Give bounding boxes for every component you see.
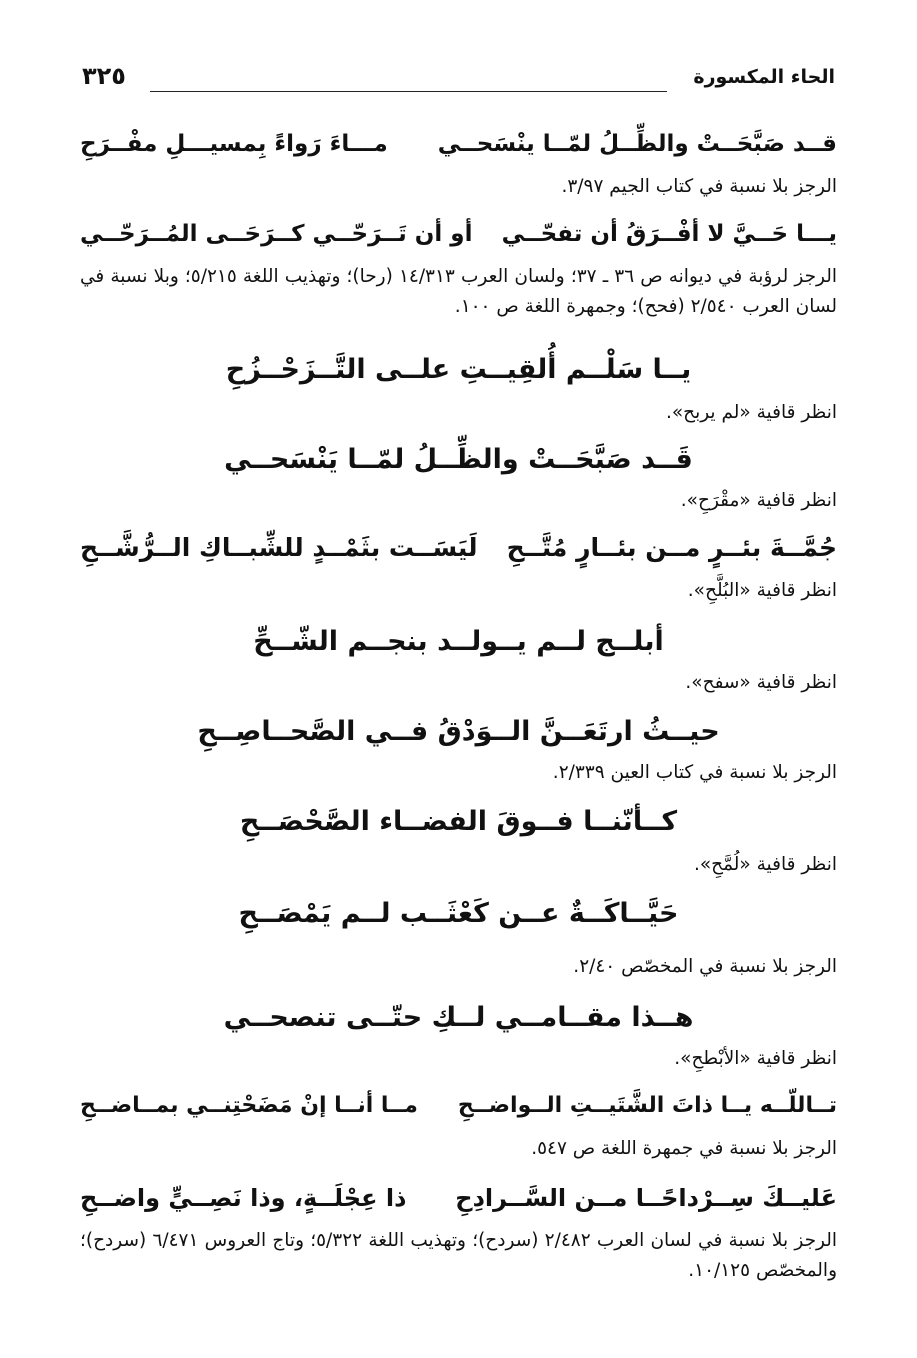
verse-second-hemistich: ذا عِجْلَــةٍ، وذا نَصِــيٍّ واضــحِ	[80, 1184, 407, 1212]
cross-reference-note: انظر قافية «لُمَّحِ».	[693, 854, 837, 875]
cross-reference-note: انظر قافية «مقْرَحِ».	[680, 490, 837, 511]
cross-reference-note: انظر قافية «لم يربح».	[665, 402, 837, 423]
verse-line	[80, 528, 837, 568]
cross-reference-note: انظر قافية «البُلَّحِ».	[687, 580, 837, 601]
source-note: الرجز بلا نسبة في جمهرة اللغة ص ٥٤٧.	[531, 1138, 837, 1159]
verse-first-hemistich: يـــا حَــيَّ لا أفْــرَقُ أن تفحّــي	[501, 221, 837, 247]
single-verse: أبلــج لــم يــولــد بنجــم الشّــحِّ	[253, 626, 664, 657]
cross-reference-note: انظر قافية «سفح».	[685, 672, 837, 693]
verse-first-hemistich: عَليــكَ سِــرْداحًــا مــن السَّــرادِحِ	[455, 1184, 837, 1212]
single-verse: حَيَّــاكَــةٌ عــن كَعْثَــب لــم يَمْصَــحِ	[238, 898, 679, 929]
verse-second-hemistich: أو أن تَــرَحّــي كــرَحَــى المُــرَحّــي	[80, 221, 473, 247]
source-note: الرجز بلا نسبة في لسان العرب ٢/٤٨٢ (سردح)؛ وتهذيب اللغة ٥/٣٢٢؛ وتاج العروس ٦/٤٧١ (سردح)؛ والمخصّص ١٠/١٢٥.	[80, 1230, 837, 1281]
verse-line	[80, 214, 837, 254]
source-note: الرجز بلا نسبة في كتاب الجيم ٣/٩٧.	[561, 176, 837, 197]
page-number: ٣٢٥	[82, 62, 126, 90]
verse-first-hemistich: جُمَّــةَ بئــرٍ مــن بئــارٍ مُتَّــحِ	[506, 533, 837, 562]
verse-line	[80, 1178, 837, 1218]
verse-second-hemistich: لَيَسَــت بثَمْــدٍ للشِّبــاكِ الــرُّشَّــحِ	[80, 533, 478, 562]
single-verse: هــذا مقــامــي لــكِ حتّــى تنصحــي	[223, 1002, 694, 1033]
source-note: الرجز بلا نسبة في المخصّص ٢/٤٠.	[573, 956, 837, 977]
single-verse: كــأنّنــا فــوقَ الفضــاء الصَّحْصَــحِ	[239, 806, 678, 837]
single-verse: يــا سَلْــم أُلقِيــتِ علــى التَّــزَحْــزُحِ	[225, 354, 692, 385]
running-header	[82, 62, 835, 100]
verse-second-hemistich: مـــاءَ رَواءً بِمسيـــلِ مفْــرَحِ	[80, 131, 388, 157]
verse-second-hemistich: مــا أنــا إنْ مَضَحْتِنــي بمــاضــحِ	[80, 1093, 418, 1118]
verse-line	[80, 1086, 837, 1126]
verse-line	[80, 124, 837, 164]
single-verse: قَــد صَبَّحَــتْ والظِّــلُ لمّــا يَنْسَحــي	[224, 444, 693, 475]
cross-reference-note: انظر قافية «الأبْطحِ».	[674, 1048, 837, 1069]
header-rule	[150, 91, 667, 92]
single-verse: حيــثُ ارتَعَــنَّ الــوَدْقُ فــي الصَّحــاصِــحِ	[197, 716, 720, 747]
section-title: الحاء المكسورة	[693, 66, 835, 88]
source-note: الرجز لرؤبة في ديوانه ص ٣٦ ـ ٣٧؛ ولسان العرب ١٤/٣١٣ (رحا)؛ وتهذيب اللغة ٥/٢١٥؛ وبلا نسبة في لسان العرب ٢/٥٤٠ (فحح)؛ وجمهرة اللغة ص ١٠٠.	[80, 266, 837, 317]
source-note: الرجز بلا نسبة في كتاب العين ٢/٣٣٩.	[552, 762, 837, 783]
verse-first-hemistich: تــاللّــه يــا ذاتَ الشَّتَيــتِ الــواضــحِ	[457, 1093, 837, 1118]
verse-first-hemistich: قــد صَبَّحَــتْ والظِّــلُ لمّــا ينْسَحــي	[437, 131, 837, 157]
